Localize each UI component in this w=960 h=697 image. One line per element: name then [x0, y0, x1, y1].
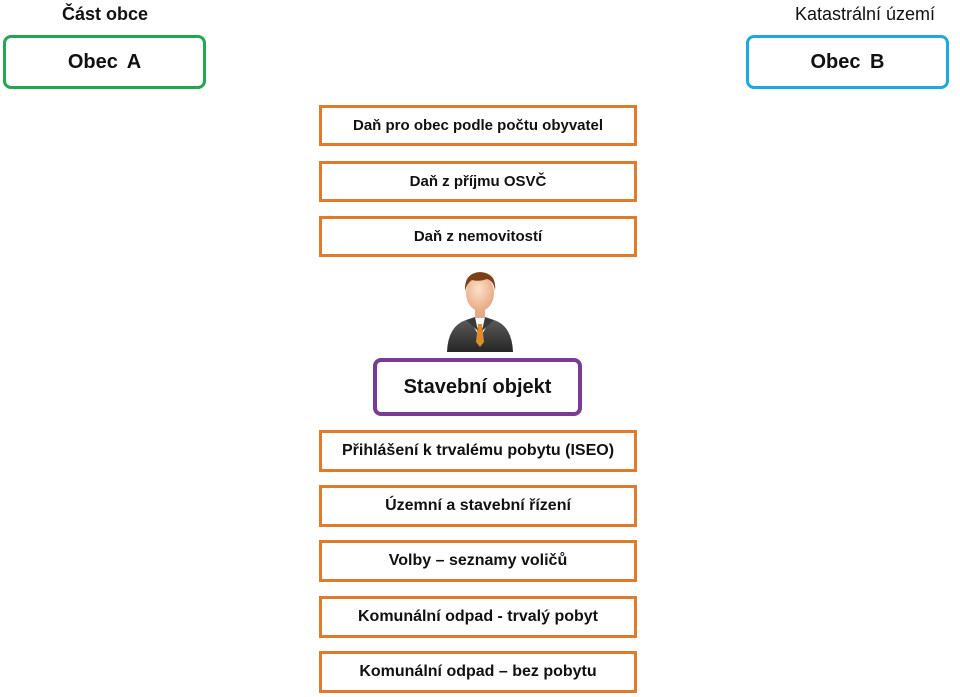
part-of-municipality-label: Část obce: [62, 4, 149, 24]
planning-and-building-procedure-box: Územní a stavební řízení: [319, 485, 637, 527]
permanent-residence-registration-box: Přihlášení k trvalému pobytu (ISEO): [319, 430, 637, 472]
cadastral-area-label: Katastrální území: [794, 4, 935, 24]
building-object-box: Stavební objekt: [373, 358, 582, 416]
municipality-a-box: Obec A: [3, 35, 206, 89]
property-tax-box: Daň z nemovitostí: [319, 216, 637, 257]
income-tax-osvc-box: Daň z příjmu OSVČ: [319, 161, 637, 202]
elections-voter-lists-box: Volby – seznamy voličů: [319, 540, 637, 582]
municipal-waste-permanent-residence-box: Komunální odpad - trvalý pobyt: [319, 596, 637, 638]
businessman-icon: [444, 268, 516, 352]
tax-by-population-box: Daň pro obec podle počtu obyvatel: [319, 105, 637, 146]
municipal-waste-no-residence-box: Komunální odpad – bez pobytu: [319, 651, 637, 693]
municipality-b-box: Obec B: [746, 35, 949, 89]
